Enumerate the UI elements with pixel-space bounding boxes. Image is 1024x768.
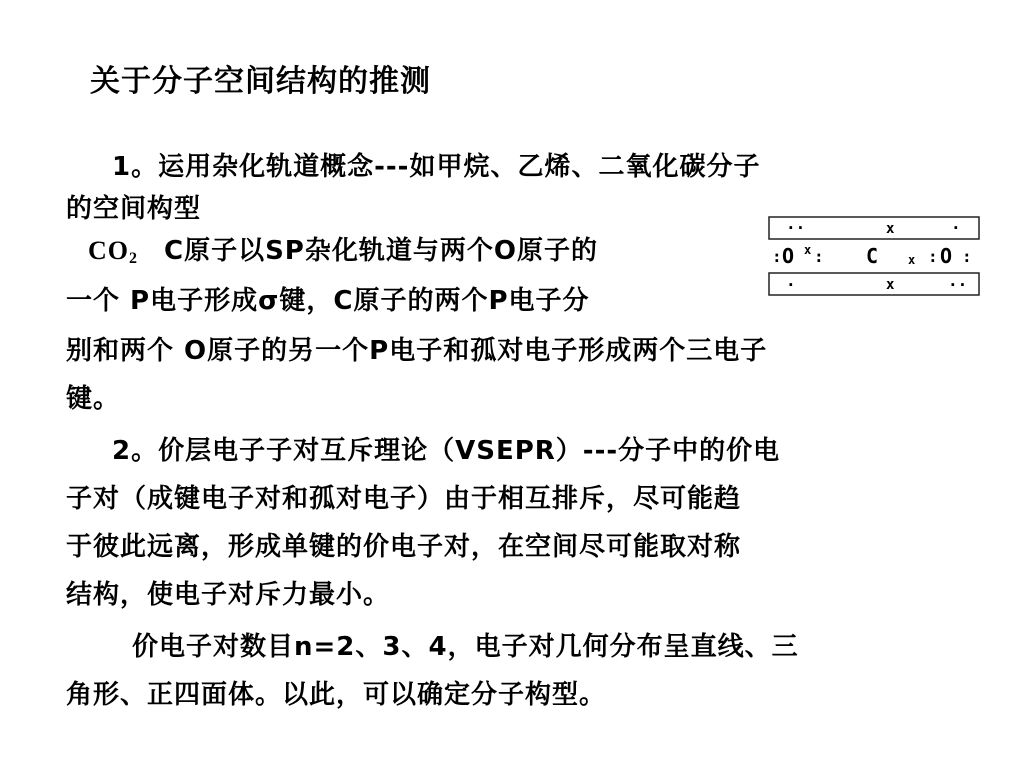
section2-line5: 价电子对数目n=2、3、4，电子对几何分布呈直线、三 (132, 632, 799, 662)
section1-line3 (88, 230, 598, 268)
diagram-top-cross: x (886, 221, 895, 237)
section1-line1: 1。运用杂化轨道概念---如甲烷、乙烯、二氧化碳分子 (112, 152, 761, 182)
diagram-right-cross: x (908, 253, 916, 267)
co2-electron-structure-diagram (768, 216, 980, 296)
diagram-bottom-left-dot: · (786, 275, 796, 294)
diagram-left-cross: x (804, 243, 812, 257)
section2-line1: 2。价层电子子对互斥理论（VSEPR）---分子中的价电 (112, 436, 781, 466)
diagram-left-dots-2: : (814, 247, 824, 266)
section1-line5: 别和两个 O原子的另一个P电子和孤对电子形成两个三电子 (66, 336, 768, 366)
section1-line3-text: C原子以SP杂化轨道与两个O原子的 (164, 236, 598, 266)
section1-line2: 的空间构型 (66, 194, 202, 224)
diagram-left-oxygen: O (782, 244, 795, 268)
co2-formula: $CO_2$ (88, 236, 138, 267)
section1-line4: 一个 P电子形成σ键，C原子的两个P电子分 (66, 286, 590, 316)
section2-line2: 子对（成键电子对和孤对电子）由于相互排斥，尽可能趋 (66, 484, 742, 514)
diagram-carbon: C (866, 244, 879, 268)
section2-line6: 角形、正四面体。以此，可以确定分子构型。 (66, 680, 607, 710)
diagram-left-dots: : (772, 247, 782, 266)
diagram-bottom-cross: x (886, 277, 895, 293)
section1-line6: 键。 (66, 384, 121, 414)
diagram-right-dots: : (928, 247, 938, 266)
section2-line3: 于彼此远离，形成单键的价电子对，在空间尽可能取对称 (66, 532, 742, 562)
diagram-bottom-right-dots: ·· (948, 275, 968, 294)
diagram-top-left-dots: ·· (786, 218, 806, 237)
slide-title: 关于分子空间结构的推测 (90, 64, 431, 99)
section2-line4: 结构，使电子对斥力最小。 (66, 580, 391, 610)
diagram-top-right-dot: · (951, 218, 961, 237)
diagram-right-dots-2: : (962, 247, 972, 266)
diagram-right-oxygen: O (940, 244, 953, 268)
